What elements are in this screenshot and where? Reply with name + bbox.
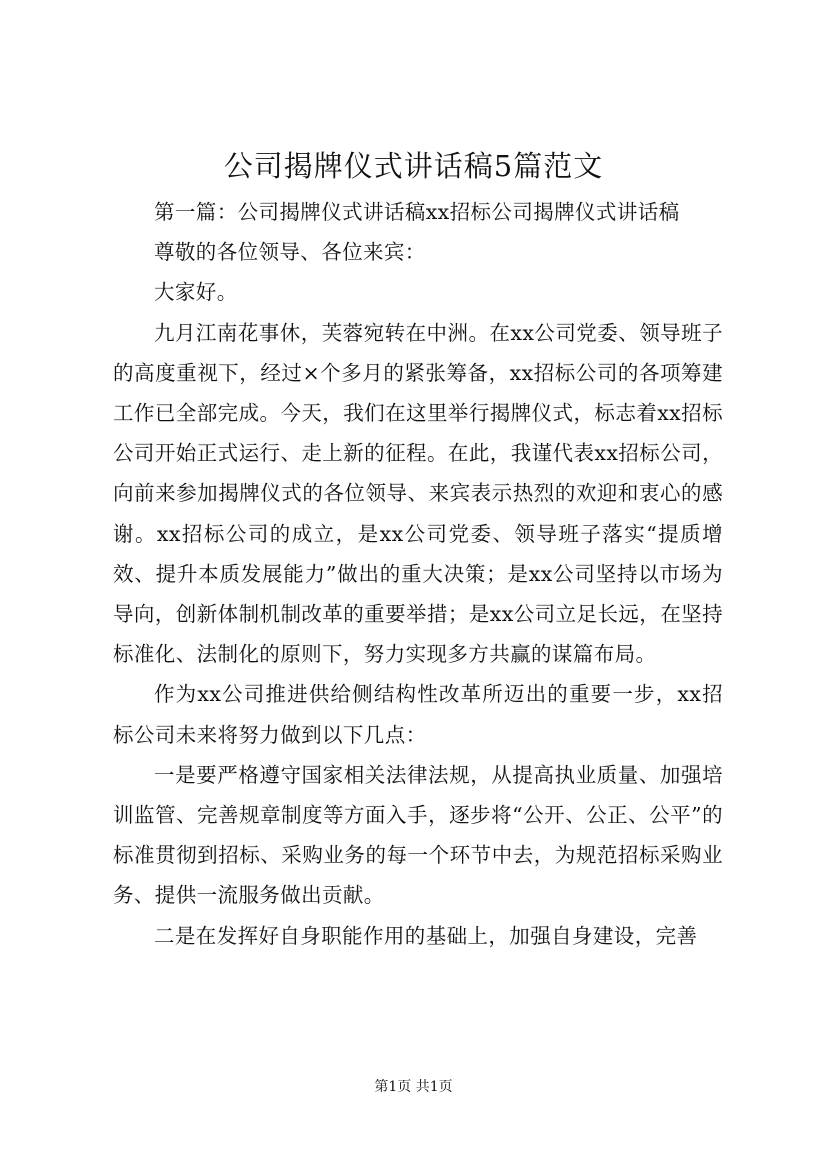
document-body: [113, 192, 723, 956]
document-title: 公司揭牌仪式讲话稿5篇范文: [223, 149, 604, 183]
paragraph-intro-points: 作为xx公司推进供给侧结构性改革所迈出的重要一步，xx招标公司未来将努力做到以下几点：: [113, 682, 723, 747]
paragraph-greeting: 大家好。: [154, 280, 238, 305]
page-footer: 第1页 共1页: [374, 1079, 453, 1095]
paragraph-opening: 九月江南花事休，芙蓉宛转在中洲。在xx公司党委、领导班子的高度重视下，经过×个多月的紧张筹备，xx招标公司的各项筹建工作已全部完成。今天，我们在这里举行揭牌仪式，标志着xx招标公司开始正式运行、走上新的征程。在此，我谨代表xx招标公司，向前来参加揭牌仪式的各位领导、来宾表示热烈的欢迎和衷心的感谢。xx招标公司的成立，是xx公司党委、领导班子落实“提质增效、提升本质发展能力”做出的重大决策；是xx公司坚持以市场为导向，创新体制机制改革的重要举措；是xx公司立足长远，在坚持标准化、法制化的原则下，努力实现多方共赢的谋篇布局。: [113, 320, 723, 667]
paragraph-heading-line: 第一篇：公司揭牌仪式讲话稿xx招标公司揭牌仪式讲话稿: [154, 200, 680, 224]
paragraph-point-one: 一是要严格遵守国家相关法律法规，从提高执业质量、加强培训监管、完善规章制度等方面入手，逐步将“公开、公正、公平”的标准贯彻到招标、采购业务的每一个环节中去，为规范招标采购业务、提供一流服务做出贡献。: [113, 762, 723, 908]
paragraph-salutation: 尊敬的各位领导、各位来宾：: [154, 240, 426, 265]
paragraph-point-two: 二是在发挥好自身职能作用的基础上，加强自身建设，完善: [154, 923, 698, 948]
